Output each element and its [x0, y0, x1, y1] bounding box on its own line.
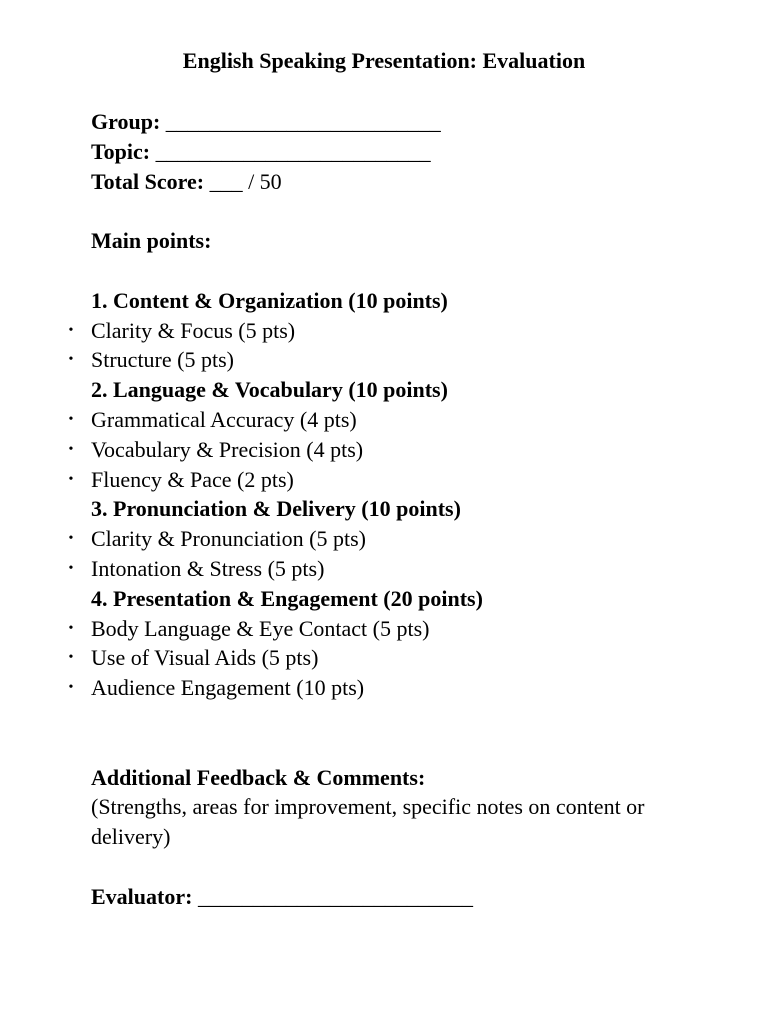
bullet-icon: •	[68, 352, 74, 368]
group-label: Group:	[91, 109, 161, 134]
section-heading: 4. Presentation & Engagement (20 points)	[91, 585, 483, 611]
list-item	[68, 345, 731, 375]
spacer	[91, 256, 731, 286]
section-heading: 2. Language & Vocabulary (10 points)	[91, 377, 448, 403]
feedback-description: (Strengths, areas for improvement, specific notes on content or delivery)	[91, 794, 645, 850]
bullet-icon: •	[68, 411, 74, 427]
topic-field	[91, 137, 731, 167]
bullet-icon: •	[68, 322, 74, 338]
section-heading: 1. Content & Organization (10 points)	[91, 287, 448, 313]
bullet-icon: •	[68, 680, 74, 696]
list-item-text: Fluency & Pace (2 pts)	[91, 466, 294, 492]
total-score-value: ___ / 50	[209, 168, 282, 194]
spacer	[91, 852, 731, 882]
evaluator-label: Evaluator:	[91, 883, 193, 909]
list-item-text: Grammatical Accuracy (4 pts)	[91, 406, 357, 432]
bullet-icon: •	[68, 620, 74, 636]
list-item-text: Clarity & Pronunciation (5 pts)	[91, 526, 366, 552]
list-item	[68, 673, 731, 703]
group-blank: _________________________	[165, 109, 441, 134]
list-item-text: Body Language & Eye Contact (5 pts)	[91, 615, 430, 641]
list-item-text: Clarity & Focus (5 pts)	[91, 317, 296, 343]
list-item	[68, 316, 731, 346]
list-item	[68, 614, 731, 644]
topic-label: Topic:	[91, 138, 151, 164]
feedback-heading: Additional Feedback & Comments:	[91, 764, 426, 790]
main-points-heading: Main points:	[91, 228, 212, 254]
bullet-icon: •	[68, 560, 74, 576]
spacer	[91, 196, 731, 226]
bullet-icon: •	[68, 531, 74, 547]
list-item	[68, 524, 731, 554]
evaluator-field	[91, 882, 731, 912]
list-item	[68, 465, 731, 495]
list-item-text: Structure (5 pts)	[91, 347, 234, 373]
document-body	[68, 107, 731, 912]
list-item-text: Intonation & Stress (5 pts)	[91, 555, 325, 581]
list-item-text: Use of Visual Aids (5 pts)	[91, 645, 319, 671]
group-field	[91, 107, 731, 137]
list-item	[68, 554, 731, 584]
list-item-text: Audience Engagement (10 pts)	[91, 675, 365, 701]
list-item	[68, 643, 731, 673]
section-heading: 3. Pronunciation & Delivery (10 points)	[91, 496, 461, 522]
bullet-icon: •	[68, 441, 74, 457]
total-score-label: Total Score:	[91, 168, 205, 194]
topic-blank: _________________________	[155, 138, 431, 164]
list-item	[68, 405, 731, 435]
total-score-field	[91, 167, 731, 197]
bullet-icon: •	[68, 471, 74, 487]
list-item	[68, 435, 731, 465]
bullet-icon: •	[68, 650, 74, 666]
list-item-text: Vocabulary & Precision (4 pts)	[91, 436, 364, 462]
spacer	[91, 703, 731, 763]
document-title: English Speaking Presentation: Evaluation	[182, 48, 586, 73]
evaluator-blank: _________________________	[197, 883, 473, 909]
